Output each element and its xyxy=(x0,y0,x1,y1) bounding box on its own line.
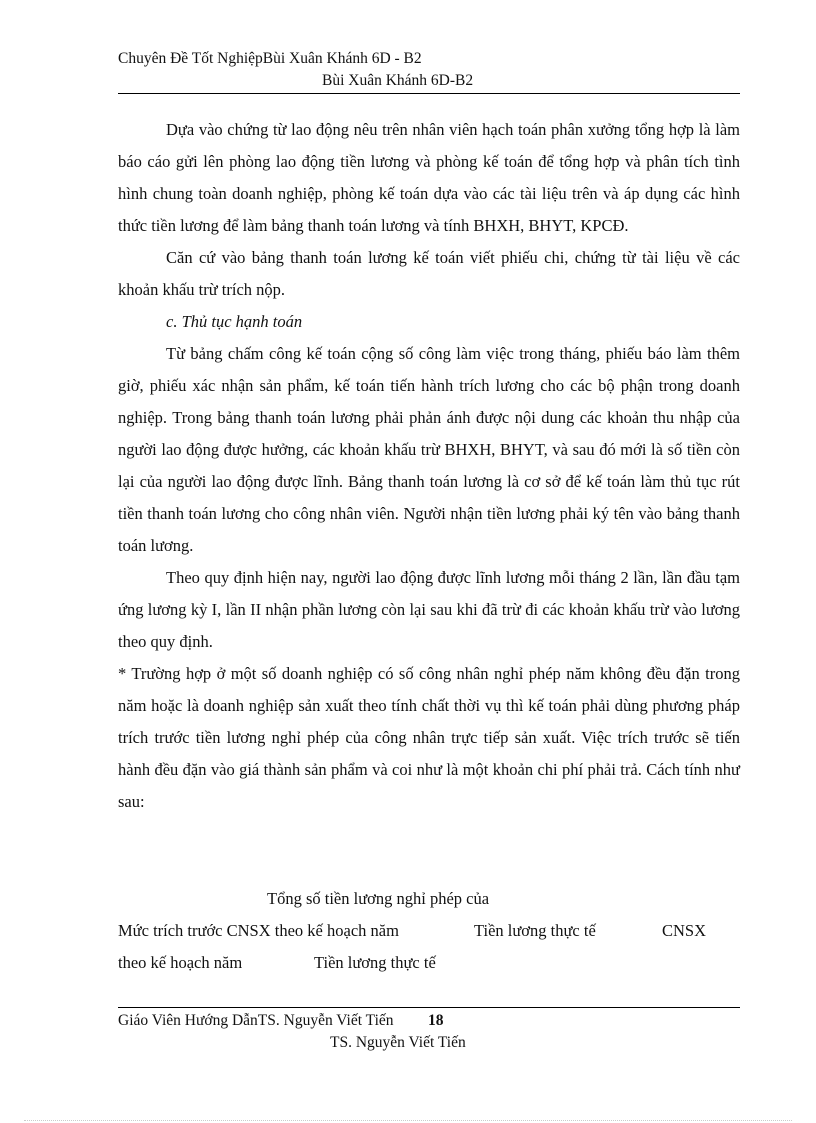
header-rule xyxy=(118,93,740,94)
header-line-2: Bùi Xuân Khánh 6D-B2 xyxy=(322,72,474,89)
formula-row1-label: Mức trích trước CNSX theo kế hoạch năm xyxy=(118,921,399,940)
formula-row2-label: theo kế hoạch năm xyxy=(118,953,243,972)
paragraph-4: Theo quy định hiện nay, người lao động được lĩnh lương mỗi tháng 2 lần, lần đầu tạm ứng lương kỳ I, lần II nhận phần lương còn lại sau khi đã trừ đi các khoản khấu trừ vào lương theo quy định. xyxy=(118,568,740,651)
paragraph-2: Căn cứ vào bảng thanh toán lương kế toán viết phiếu chi, chứng từ tài liệu về các khoản khấu trừ trích nộp. xyxy=(118,248,740,299)
footer-line-2: TS. Nguyễn Viết Tiến xyxy=(330,1034,466,1051)
paragraph-5: * Trường hợp ở một số doanh nghiệp có số công nhân nghỉ phép năm không đều đặn trong năm hoặc là doanh nghiệp sản xuất theo tính chất thời vụ thì kế toán phải dùng phương pháp trích trước tiền lương nghỉ phép của công nhân trực tiếp sản xuất. Việc trích trước sẽ tiến hành đều đặn vào giá thành sản phẩm và coi như là một khoản chi phí phải trả. Cách tính như sau: xyxy=(118,664,740,811)
formula-row-1 xyxy=(118,921,740,949)
formula-title: Tổng số tiền lương nghỉ phép của xyxy=(267,889,490,908)
paragraph-3: Từ bảng chấm công kế toán cộng số công làm việc trong tháng, phiếu báo làm thêm giờ, phiếu xác nhận sản phẩm, kế toán tiến hành trích lương cho các bộ phận trong doanh nghiệp. Trong bảng thanh toán lương phải phản ánh được nội dung các khoản thu nhập của người lao động được hưởng, các khoản khấu trừ BHXH, BHYT, và sau đó mới là số tiền còn lại của người lao động được lĩnh. Bảng thanh toán lương là cơ sở để kế toán làm thủ tục rút tiền thanh toán lương cho công nhân viên. Người nhận tiền lương phải ký tên vào bảng thanh toán lương. xyxy=(118,344,740,555)
formula-row1-right: CNSX xyxy=(662,921,707,940)
footer-rule xyxy=(118,1007,740,1008)
paragraph-1: Dựa vào chứng từ lao động nêu trên nhân viên hạch toán phân xưởng tổng hợp là làm báo cáo gửi lên phòng lao động tiền lương và phòng kế toán để tổng hợp và phân tích tình hình chung toàn doanh nghiệp, phòng kế toán dựa vào các tài liệu trên và áp dụng các hình thức tiền lương để làm bảng thanh toán lương và tính BHXH, BHYT, KPCĐ. xyxy=(118,120,740,235)
formula-row-2 xyxy=(118,953,740,981)
footer-line-1: Giáo Viên Hướng DẫnTS. Nguyễn Viết Tiến xyxy=(118,1012,394,1029)
page-edge-divider xyxy=(24,1120,792,1121)
formula-row1-middle: Tiền lương thực tế xyxy=(474,921,596,940)
formula-row2-middle: Tiền lương thực tế xyxy=(314,953,436,972)
page-number: 18 xyxy=(428,1012,444,1029)
header-line-1: Chuyên Đề Tốt NghiệpBùi Xuân Khánh 6D - B2 xyxy=(118,50,422,67)
body-text xyxy=(118,114,740,818)
section-heading-c: c. Thủ tục hạnh toán xyxy=(166,312,303,331)
